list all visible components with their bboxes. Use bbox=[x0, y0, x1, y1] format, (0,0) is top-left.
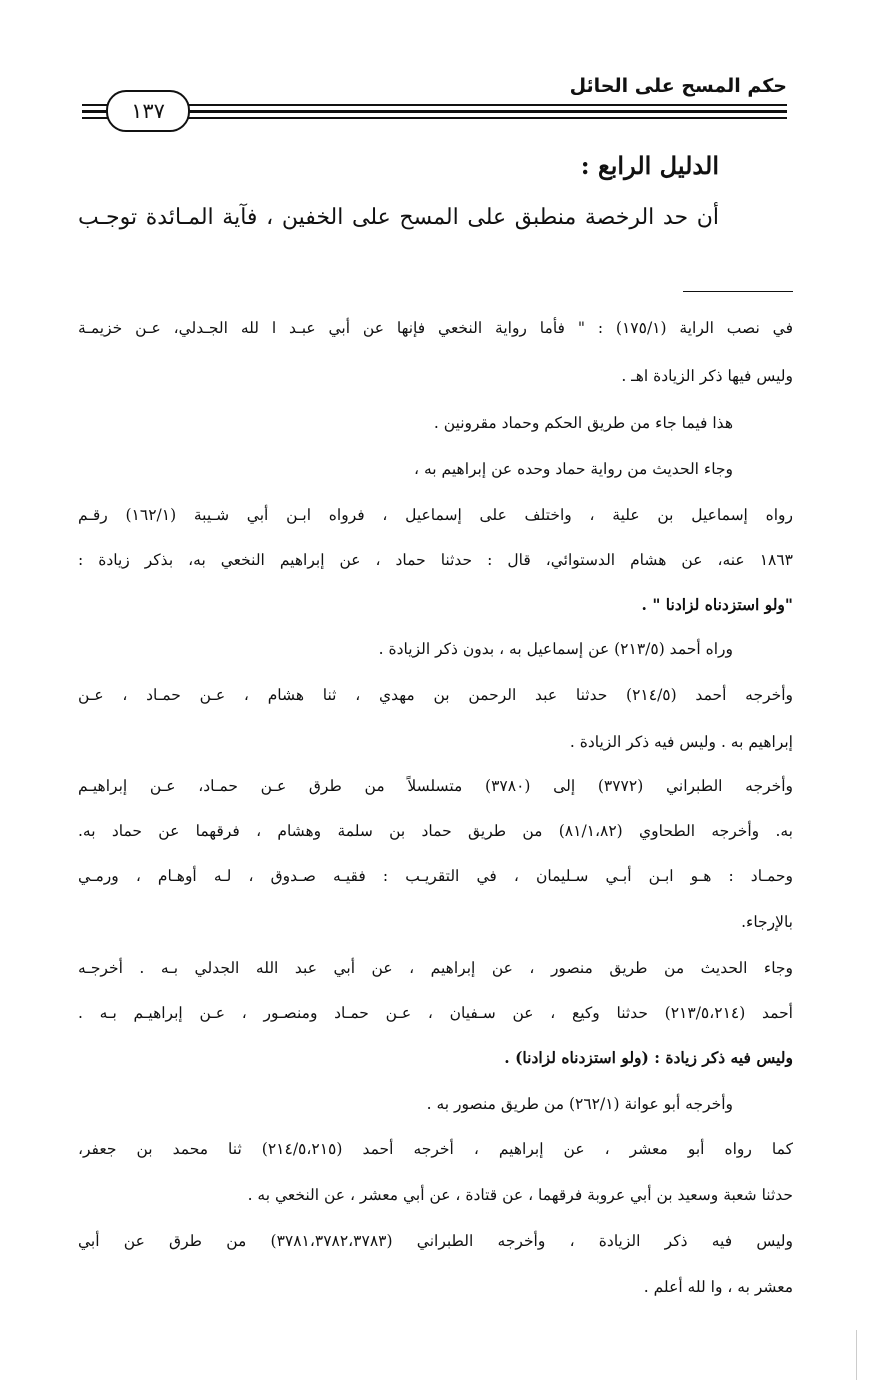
footnote-line: وأخرجه أحمد (٢١٤/٥) حدثنا عبد الرحمن بن مهدي ، ثنا هشام ، عـن حمـاد ، عـن bbox=[78, 686, 793, 704]
footnote-line: معشر به ، وا لله أعلم . bbox=[643, 1278, 793, 1296]
footnote-line: به. وأخرجه الطحاوي (٨١/١،٨٢) من طريق حماد بن سلمة وهشام ، فرقهما عن حماد به. bbox=[78, 822, 793, 840]
footnote-line-emphasis: وليس فيه ذكر زيادة : (ولو استزدناه لزادنا) . bbox=[504, 1048, 793, 1067]
footnote-line: هذا فيما جاء من طريق الحكم وحماد مقرونين . bbox=[433, 414, 733, 432]
running-title: حكم المسح على الحائل bbox=[569, 75, 787, 97]
footnote-line: وأخرجه أبو عوانة (٢٦٢/١) من طريق منصور به . bbox=[426, 1095, 733, 1113]
footnote-line: وجاء الحديث من رواية حماد وحده عن إبراهيم به ، bbox=[414, 460, 733, 478]
footnote-line-emphasis: "ولو استزدناه لزادنا " . bbox=[641, 595, 793, 614]
page-number-frame bbox=[106, 90, 190, 132]
section-heading: الدليل الرابع : bbox=[580, 151, 719, 180]
page-edge-mark bbox=[856, 1330, 857, 1380]
footnote-line: إبراهيم به . وليس فيه ذكر الزيادة . bbox=[569, 733, 793, 751]
footnote-line: وراه أحمد (٢١٣/٥) عن إسماعيل به ، بدون ذكر الزيادة . bbox=[378, 640, 733, 658]
footnote-separator bbox=[683, 291, 793, 292]
main-text-line: أن حد الرخصة منطبق على المسح على الخفين ، فآية المـائدة توجـب bbox=[78, 205, 719, 230]
footnote-line: كما رواه أبو معشر ، عن إبراهيم ، أخرجه أحمد (٢١٤/٥،٢١٥) ثنا محمد بن جعفر، bbox=[78, 1140, 793, 1158]
page-number: ١٣٧ bbox=[131, 99, 165, 123]
footnote-line: ١٨٦٣ عنه، عن هشام الدستوائي، قال : حدثنا حماد ، عن إبراهيم النخعي به، بذكر زيادة : bbox=[78, 551, 793, 569]
footnote-line: وجاء الحديث من طريق منصور ، عن إبراهيم ، عن أبي عبد الله الجدلي بـه . أخرجـه bbox=[78, 959, 793, 977]
footnote-line: وحمـاد : هـو ابـن أبـي سـليمان ، في التقريـب : فقيـه صـدوق ، لـه أوهـام ، ورمـي bbox=[78, 867, 793, 885]
footnote-line: وليس فيه ذكر الزيادة ، وأخرجه الطبراني (٣٧٨١،٣٧٨٢،٣٧٨٣) من طرق عن أبي bbox=[78, 1232, 793, 1250]
footnote-line: في نصب الراية (١٧٥/١) : " فأما رواية النخعي فإنها عن أبي عبـد ا لله الجـدلي، عـن خزيمـة bbox=[78, 319, 793, 337]
footnote-line: وأخرجه الطبراني (٣٧٧٢) إلى (٣٧٨٠) متسلسلاً من طرق عـن حمـاد، عـن إبراهيـم bbox=[78, 777, 793, 795]
footnote-line: بالإرجاء. bbox=[741, 913, 793, 931]
footnote-line: أحمد (٢١٣/٥،٢١٤) حدثنا وكيع ، عن سـفيان ، عـن حمـاد ومنصـور ، عـن إبراهيـم بـه . bbox=[78, 1004, 793, 1022]
footnote-line: وليس فيها ذكر الزيادة اهـ . bbox=[621, 367, 793, 385]
footnote-line: حدثنا شعبة وسعيد بن أبي عروبة فرقهما ، عن قتادة ، عن أبي معشر ، عن النخعي به . bbox=[247, 1186, 793, 1204]
footnote-line: رواه إسماعيل بن علية ، واختلف على إسماعيل ، فرواه ابـن أبي شـيبة (١٦٢/١) رقـم bbox=[78, 506, 793, 524]
